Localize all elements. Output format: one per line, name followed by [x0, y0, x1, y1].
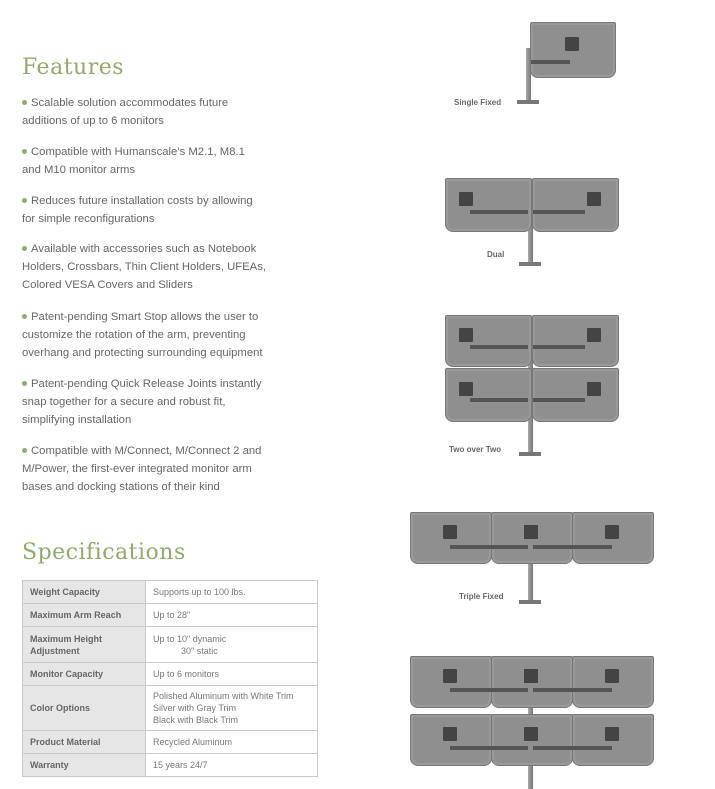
vesa-plate-icon: [443, 669, 457, 683]
spec-value-line: Up to 6 monitors: [153, 669, 220, 679]
base-icon: [517, 100, 539, 104]
spec-value: [146, 604, 318, 627]
feature-text: M/Power, the first-ever integrated monitor arm: [22, 463, 252, 475]
feature-text: Patent-pending Smart Stop allows the user to: [31, 311, 259, 323]
arm-icon: [470, 210, 528, 214]
arm-icon: [470, 345, 528, 349]
feature-text: Compatible with Humanscale’s M2.1, M8.1: [31, 146, 245, 158]
spec-value: [146, 663, 318, 686]
vesa-plate-icon: [587, 382, 601, 396]
feature-item: [22, 143, 322, 179]
spec-value-line: Up to 10" dynamic: [153, 633, 227, 644]
feature-item: [22, 192, 322, 228]
monitor-icon: [532, 368, 619, 422]
spec-value-line: 15 years 24/7: [153, 760, 208, 770]
spec-value-line: Silver with Gray Trim: [153, 703, 237, 713]
base-icon: [519, 262, 541, 266]
spec-value-line: Black with Black Trim: [153, 715, 239, 725]
arm-icon: [470, 398, 528, 402]
arm-icon: [533, 345, 585, 349]
spec-row: [23, 686, 318, 731]
vesa-plate-icon: [565, 37, 579, 51]
feature-item: [22, 375, 322, 429]
spec-row: [23, 604, 318, 627]
feature-text: snap together for a secure and robust fit,: [22, 396, 226, 408]
feature-text: Patent-pending Quick Release Joints instantly: [31, 378, 262, 390]
spec-label: Maximum Arm Reach: [23, 604, 146, 627]
spec-row: [23, 731, 318, 754]
feature-item: [22, 442, 322, 496]
base-icon: [519, 452, 541, 456]
feature-text: additions of up to 6 monitors: [22, 115, 164, 127]
label-two-over-two: Two over Two: [449, 445, 502, 454]
vesa-plate-icon: [443, 525, 457, 539]
arm-icon: [533, 398, 585, 402]
feature-text: bases and docking stations of their kind: [22, 481, 220, 493]
features-heading: Features: [22, 55, 125, 80]
base-icon: [519, 600, 541, 604]
vesa-plate-icon: [605, 525, 619, 539]
vesa-plate-icon: [459, 382, 473, 396]
arm-icon: [450, 746, 528, 750]
spec-value-line: 30" static: [181, 645, 218, 656]
label-triple-fixed: Triple Fixed: [459, 592, 504, 601]
feature-text: Holders, Crossbars, Thin Client Holders, UFEAs,: [22, 261, 267, 273]
spec-value: [146, 627, 318, 663]
vesa-plate-icon: [459, 192, 473, 206]
spec-value: [146, 581, 318, 604]
arm-icon: [450, 688, 528, 692]
feature-item: [22, 240, 322, 294]
spec-value-line: Polished Aluminum with White Trim: [153, 691, 294, 701]
spec-label: Warranty: [23, 754, 146, 777]
bullet-icon: [22, 149, 27, 154]
bullet-icon: [22, 100, 27, 105]
arm-icon: [533, 746, 612, 750]
feature-text: customize the rotation of the arm, preventing: [22, 329, 246, 341]
feature-text: Scalable solution accommodates future: [31, 97, 229, 109]
arm-icon: [533, 210, 585, 214]
bullet-icon: [22, 198, 27, 203]
vesa-plate-icon: [587, 192, 601, 206]
vesa-plate-icon: [524, 669, 538, 683]
monitor-icon: [532, 178, 619, 232]
vesa-plate-icon: [459, 328, 473, 342]
arm-icon: [533, 688, 612, 692]
spec-value: [146, 754, 318, 777]
spec-label: Monitor Capacity: [23, 663, 146, 686]
label-single-fixed: Single Fixed: [454, 98, 502, 107]
vesa-plate-icon: [605, 727, 619, 741]
feature-text: simplifying installation: [22, 414, 132, 426]
vesa-plate-icon: [524, 727, 538, 741]
feature-item: [22, 94, 322, 130]
feature-text: Available with accessories such as Notebook: [31, 243, 257, 255]
spec-row: [23, 754, 318, 777]
feature-text: Colored VESA Covers and Sliders: [22, 279, 193, 291]
bullet-icon: [22, 246, 27, 251]
feature-text: overhang and protecting surrounding equipment: [22, 347, 263, 359]
feature-item: [22, 308, 322, 362]
specifications-heading: Specifications: [22, 540, 186, 565]
arm-icon: [450, 545, 528, 549]
feature-text: Reduces future installation costs by allowing: [31, 195, 253, 207]
feature-text: for simple reconfigurations: [22, 213, 155, 225]
label-dual: Dual: [487, 250, 505, 259]
spec-label: Weight Capacity: [23, 581, 146, 604]
spec-label: Color Options: [23, 686, 146, 731]
spec-value-line: Supports up to 100 lbs.: [153, 587, 246, 597]
spec-row: [23, 663, 318, 686]
spec-row: [23, 581, 318, 604]
spec-value-line: Up to 28": [153, 610, 191, 620]
spec-value: [146, 686, 318, 731]
vesa-plate-icon: [605, 669, 619, 683]
vesa-plate-icon: [587, 328, 601, 342]
vesa-plate-icon: [524, 525, 538, 539]
spec-value: [146, 731, 318, 754]
specifications-table: [22, 580, 318, 777]
bullet-icon: [22, 448, 27, 453]
vesa-plate-icon: [443, 727, 457, 741]
arm-icon: [533, 545, 612, 549]
bullet-icon: [22, 314, 27, 319]
arm-icon: [531, 60, 570, 64]
spec-label: Maximum Height Adjustment: [23, 627, 146, 663]
feature-text: Compatible with M/Connect, M/Connect 2 and: [31, 445, 262, 457]
spec-row: [23, 627, 318, 663]
spec-label: Product Material: [23, 731, 146, 754]
feature-text: and M10 monitor arms: [22, 164, 136, 176]
spec-value-line: Recycled Aluminum: [153, 737, 233, 747]
monitor-icon: [532, 315, 619, 367]
bullet-icon: [22, 381, 27, 386]
